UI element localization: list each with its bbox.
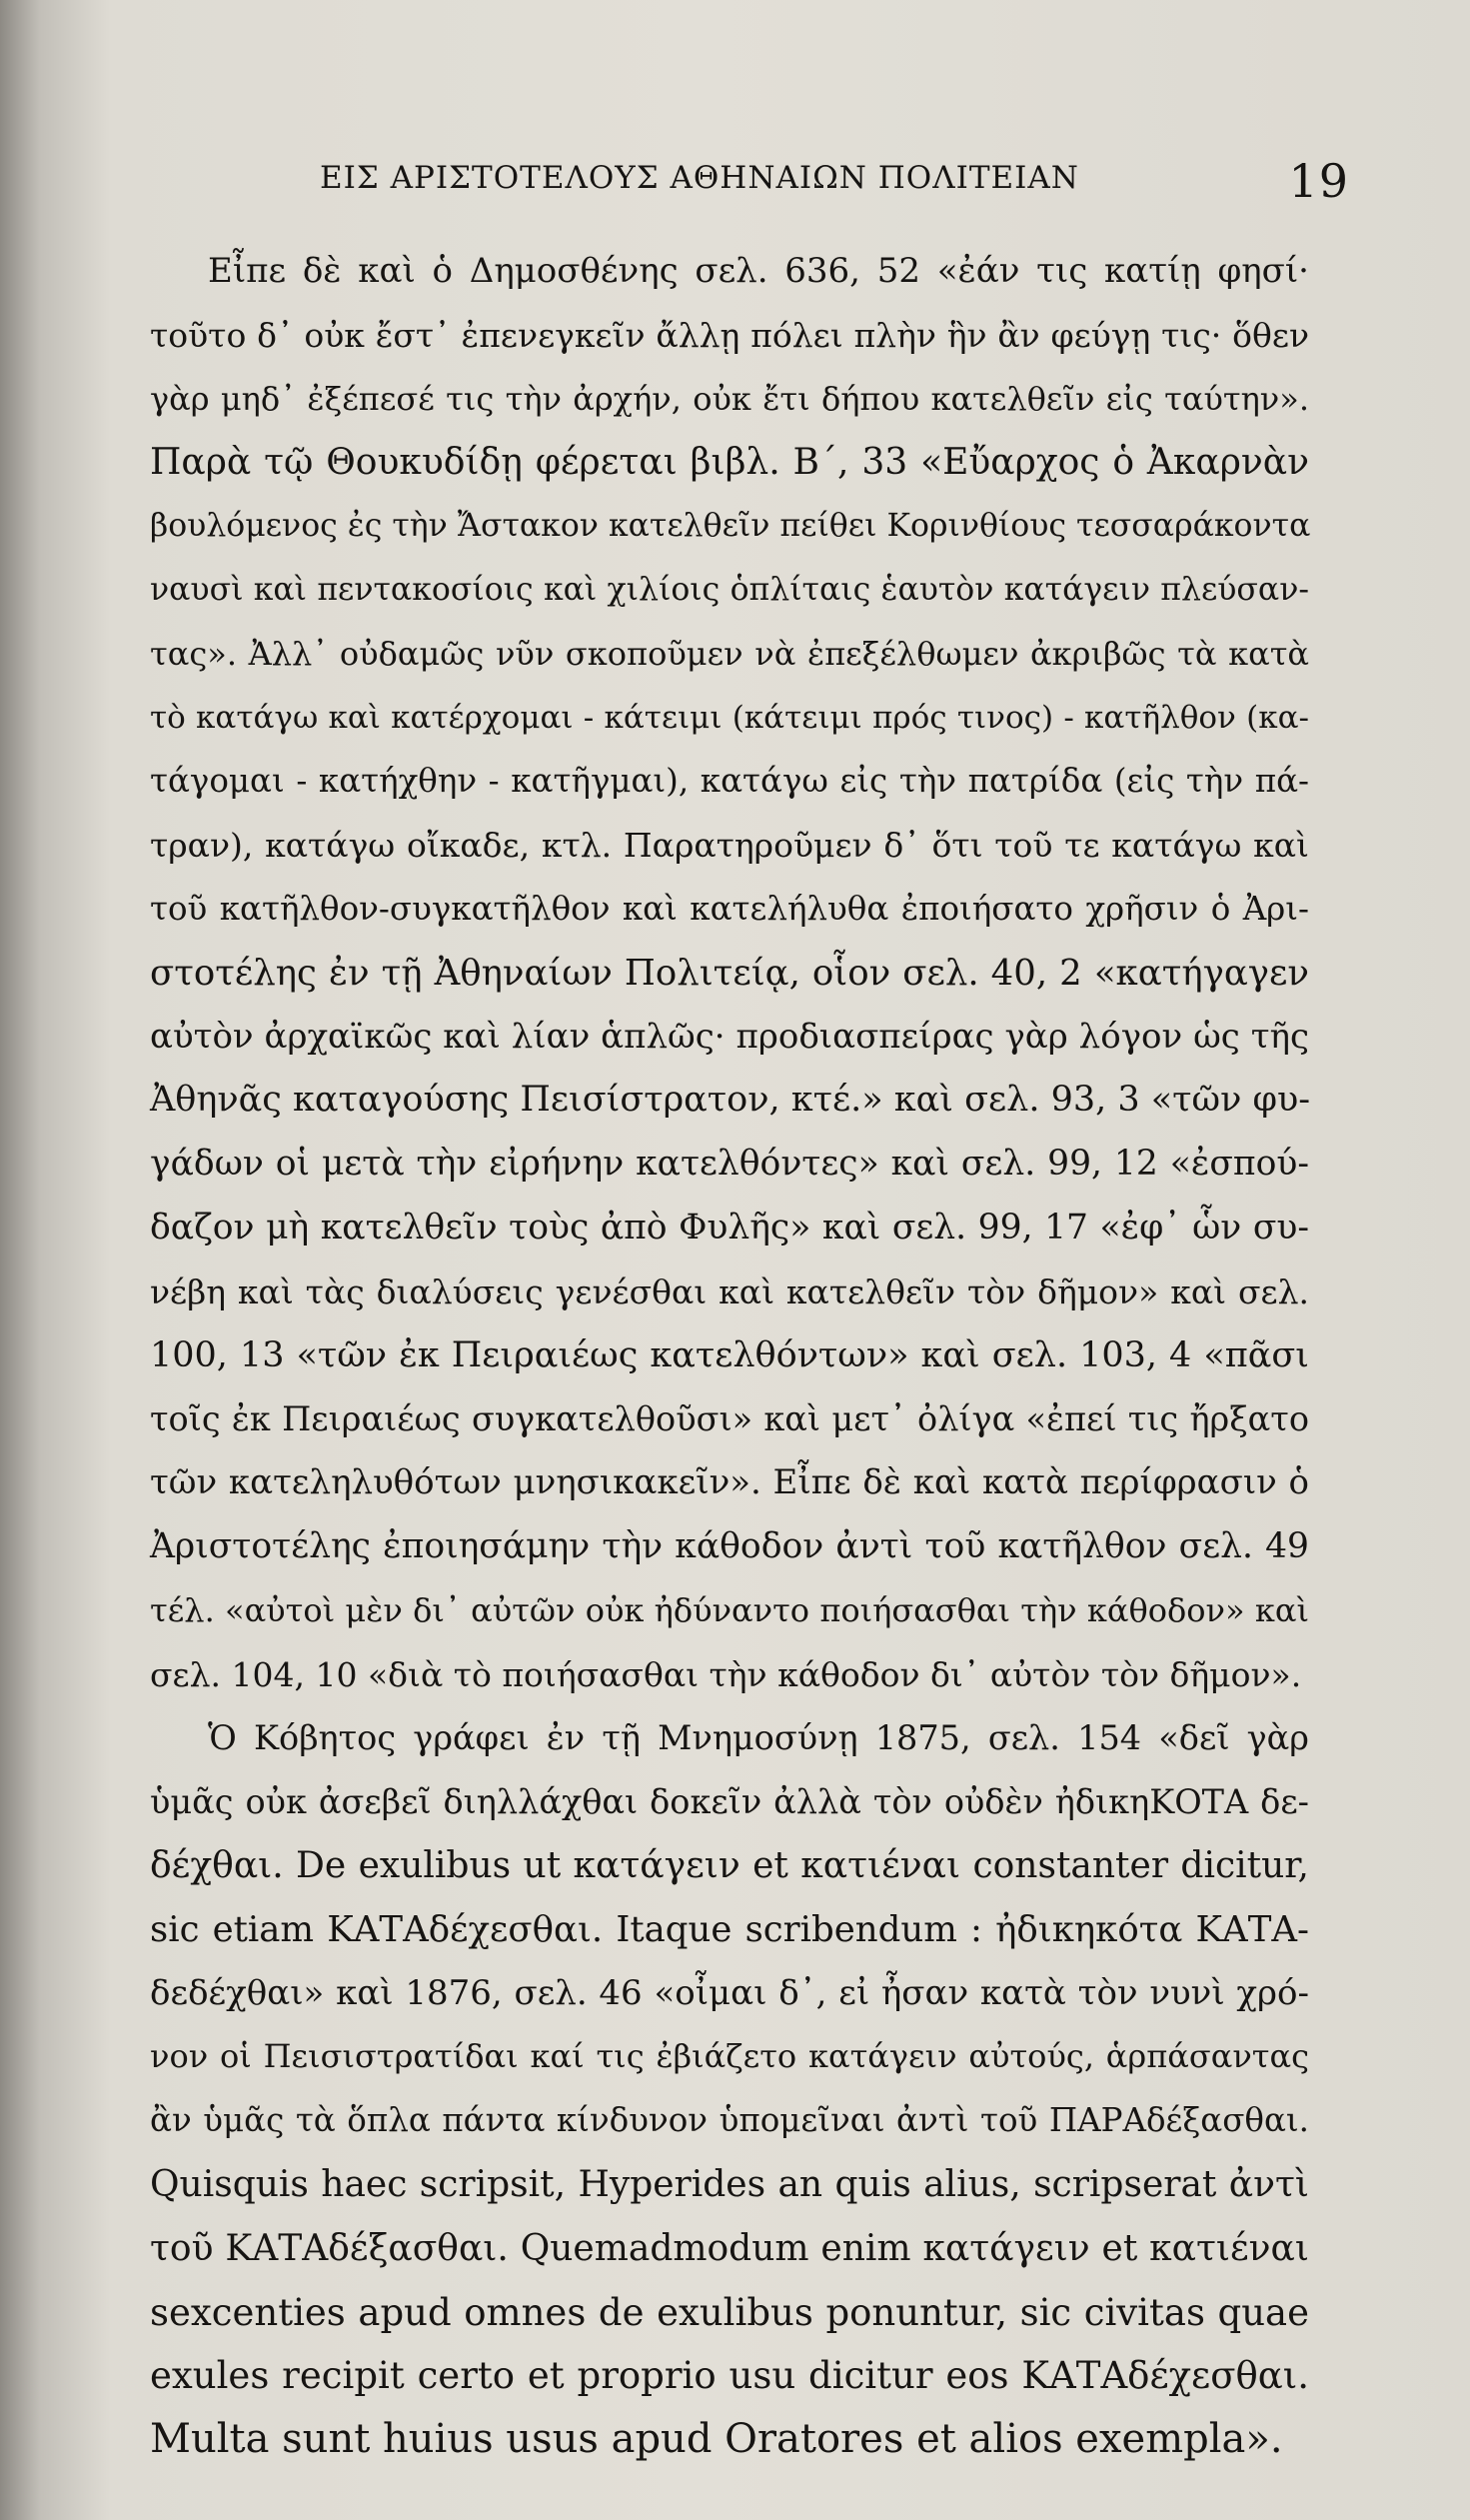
running-title: ΕΙΣ ΑΡΙΣΤΟΤΕΛΟΥΣ ΑΘΗΝΑΙΩΝ ΠΟΛΙΤΕΙΑΝ	[320, 160, 1079, 196]
text-line: σελ. 104, 10 «διὰ τὸ ποιήσασθαι τὴν κάθοδον δι᾿ αὐτὸν τὸν δῆμον».	[150, 1654, 1302, 1694]
text-line: βουλόμενος ἐς τὴν Ἄστακον κατελθεῖν πείθει Κορινθίους τεσσαράκοντα	[150, 508, 1311, 545]
text-line: sexcenties apud omnes de exulibus ponuntur, sic civitas quae	[150, 2290, 1309, 2334]
text-line: ὑμᾶς οὐκ ἀσεβεῖ διηλλάχθαι δοκεῖν ἀλλὰ τὸν οὐδὲν ἠδικηΚΟΤΑ δε-	[150, 1782, 1309, 1822]
text-line: γάδων οἱ μετὰ τὴν εἰρήνην κατελθόντες» καὶ σελ. 99, 12 «ἐσπού-	[150, 1144, 1309, 1185]
text-line: αὐτὸν ἀρχαϊκῶς καὶ λίαν ἁπλῶς· προδιασπείρας γὰρ λόγον ὡς τῆς	[150, 1016, 1309, 1057]
text-line: τας». Ἀλλ᾿ οὐδαμῶς νῦν σκοποῦμεν νὰ ἐπεξέλθωμεν ἀκριβῶς τὰ κατὰ	[150, 634, 1309, 673]
text-line: γὰρ μηδ᾿ ἐξέπεσέ τις τὴν ἀρχήν, οὐκ ἔτι δήπου κατελθεῖν εἰς ταύτην».	[150, 379, 1309, 418]
body-text	[150, 240, 1309, 2472]
text-line: τοῦ κατῆλθον-συγκατῆλθον καὶ κατελήλυθα ἐποιήσατο χρῆσιν ὁ Ἀρι-	[150, 889, 1309, 928]
text-line: Multa sunt huius usus apud Oratores et alios exempla».	[150, 2416, 1283, 2463]
text-line: Εἶπε δὲ καὶ ὁ Δημοσθένης σελ. 636, 52 «ἐάν τις κατίῃ φησί·	[208, 251, 1309, 291]
text-line: τοῖς ἐκ Πειραιέως συγκατελθοῦσι» καὶ μετ᾿ ὀλίγα «ἐπεί τις ἤρξατο	[150, 1399, 1309, 1439]
text-line: νον οἱ Πεισιστρατίδαι καί τις ἐβιάζετο κατάγειν αὐτούς, ἁρπάσαντας	[150, 2037, 1309, 2076]
text-line: νέβη καὶ τὰς διαλύσεις γενέσθαι καὶ κατελθεῖν τὸν δῆμον» καὶ σελ.	[150, 1271, 1309, 1311]
text-line: Ἀθηνᾶς καταγούσης Πεισίστρατον, κτέ.» καὶ σελ. 93, 3 «τῶν φυ-	[150, 1080, 1311, 1121]
text-line: δεδέχθαι» καὶ 1876, σελ. 46 «οἶμαι δ᾿, εἰ ἦσαν κατὰ τὸν νυνὶ χρό-	[150, 1972, 1309, 2013]
text-line: exules recipit certo et proprio usu dicitur eos ΚΑΤΑδέχεσθαι.	[150, 2354, 1309, 2398]
text-line: τραν), κατάγω οἴκαδε, κτλ. Παρατηροῦμεν δ᾿ ὅτι τοῦ τε κατάγω καὶ	[150, 826, 1309, 866]
text-line: τάγομαι - κατήχθην - κατῆγμαι), κατάγω εἰς τὴν πατρίδα (εἰς τὴν πά-	[150, 762, 1309, 801]
text-line: Ἀριστοτέλης ἐποιησάμην τὴν κάθοδον ἀντὶ τοῦ κατῆλθον σελ. 49	[150, 1525, 1309, 1566]
text-line: Ὁ Κόβητος γράφει ἐν τῇ Μνημοσύνῃ 1875, σελ. 154 «δεῖ γὰρ	[208, 1718, 1309, 1758]
text-line: τοῦ ΚΑΤΑδέξασθαι. Quemadmodum enim κατάγειν et κατιέναι	[150, 2227, 1309, 2269]
running-header	[320, 154, 1349, 220]
text-line: ναυσὶ καὶ πεντακοσίοις καὶ χιλίοις ὁπλίταις ἑαυτὸν κατάγειν πλεύσαν-	[150, 571, 1309, 608]
text-line: τῶν κατεληλυθότων μνησικακεῖν». Εἶπε δὲ καὶ κατὰ περίφρασιν ὁ	[150, 1462, 1309, 1503]
text-line: ἂν ὑμᾶς τὰ ὅπλα πάντα κίνδυνον ὑπομεῖναι ἀντὶ τοῦ ΠΑΡΑδέξασθαι.	[150, 2101, 1309, 2140]
text-line: Quisquis haec scripsit, Hyperides an quis alius, scripserat ἀντὶ	[150, 2163, 1309, 2205]
text-line: δέχθαι. De exulibus ut κατάγειν et κατιέναι constanter dicitur,	[150, 1844, 1309, 1886]
text-line: sic etiam ΚΑΤΑδέχεσθαι. Itaque scribendum : ἠδικηκότα ΚΑΤΑ-	[150, 1908, 1309, 1950]
text-line: 100, 13 «τῶν ἐκ Πειραιέως κατελθόντων» καὶ σελ. 103, 4 «πᾶσι	[150, 1334, 1309, 1375]
text-line: δαζον μὴ κατελθεῖν τοὺς ἀπὸ Φυλῆς» καὶ σελ. 99, 17 «ἐφ᾿ ὧν συ-	[150, 1207, 1309, 1248]
text-line: τὸ κατάγω καὶ κατέρχομαι - κάτειμι (κάτειμι πρός τινος) - κατῆλθον (κα-	[150, 699, 1309, 736]
text-line: Παρὰ τῷ Θουκυδίδῃ φέρεται βιβλ. Β΄, 33 «Εὔαρχος ὁ Ἀκαρνὰν	[150, 442, 1309, 484]
page-number: 19	[1288, 154, 1349, 208]
text-line: στοτέλης ἐν τῇ Ἀθηναίων Πολιτείᾳ, οἷον σελ. 40, 2 «κατήγαγεν	[150, 952, 1309, 994]
text-line: τέλ. «αὐτοὶ μὲν δι᾿ αὐτῶν οὐκ ἠδύναντο ποιήσασθαι τὴν κάθοδον» καὶ	[150, 1590, 1309, 1629]
text-line: τοῦτο δ᾿ οὐκ ἔστ᾿ ἐπενεγκεῖν ἄλλῃ πόλει πλὴν ἣν ἂν φεύγῃ τις· ὅθεν	[150, 315, 1309, 355]
